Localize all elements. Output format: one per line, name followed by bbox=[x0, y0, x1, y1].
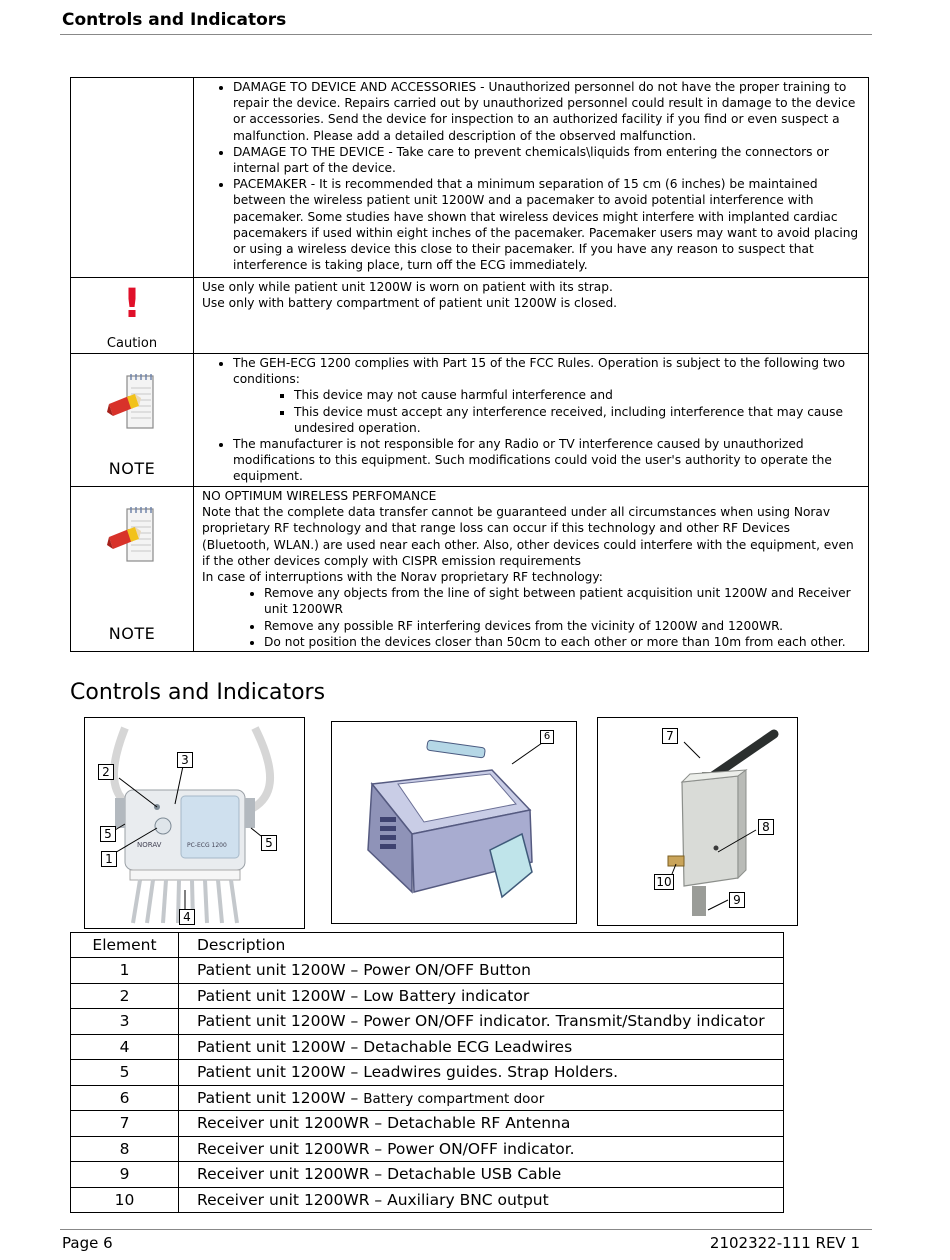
callout-8: 8 bbox=[758, 819, 774, 835]
table-row: 7 Receiver unit 1200WR – Detachable RF Antenna bbox=[71, 1111, 784, 1137]
callout-7: 7 bbox=[662, 728, 678, 744]
warnings-row-note-wireless bbox=[71, 487, 869, 652]
callout-6: 6 bbox=[540, 730, 554, 744]
table-row: 10 Receiver unit 1200WR – Auxiliary BNC output bbox=[71, 1187, 784, 1213]
table-row: 5 Patient unit 1200W – Leadwires guides. Strap Holders. bbox=[71, 1060, 784, 1086]
empty-icon-cell bbox=[71, 78, 194, 278]
table-row: 9 Receiver unit 1200WR – Detachable USB Cable bbox=[71, 1162, 784, 1188]
figure-patient-unit bbox=[84, 717, 305, 929]
list-item: • DAMAGE TO THE DEVICE - Take care to prevent chemicals\liquids from entering the connectors or internal part of the device. bbox=[233, 144, 860, 176]
note-icon-cell bbox=[71, 487, 194, 652]
list-item: ▪ This device must accept any interference received, including interference that may cause undesired operation. bbox=[294, 404, 860, 436]
figure-receiver bbox=[597, 717, 798, 926]
callout-3: 3 bbox=[177, 752, 193, 768]
note-label: NOTE bbox=[108, 459, 156, 478]
table-row: 2 Patient unit 1200W – Low Battery indicator bbox=[71, 983, 784, 1009]
list-item: • Remove any objects from the line of sight between patient acquisition unit 1200W and Receiver unit 1200WR bbox=[264, 585, 860, 617]
note-intro: In case of interruptions with the Norav proprietary RF technology: bbox=[202, 570, 603, 585]
page-header bbox=[60, 8, 872, 35]
table-row: 3 Patient unit 1200W – Power ON/OFF indicator. Transmit/Standby indicator bbox=[71, 1009, 784, 1035]
list-item: • The GEH-ECG 1200 complies with Part 15 of the FCC Rules. Operation is subject to the following two conditions: ▪ This device may not cause harmful interference and ▪ This device must accept any interference received, including interference that may cause undesired operation. bbox=[233, 355, 860, 436]
column-header-description: Description bbox=[179, 933, 784, 958]
document-id: 2102322-111 REV 1 bbox=[709, 1234, 860, 1252]
table-header-row bbox=[71, 933, 784, 958]
warnings-table bbox=[70, 77, 869, 652]
list-item: • DAMAGE TO DEVICE AND ACCESSORIES - Unauthorized personnel do not have the proper training to repair the device. Repairs carried out by unauthorized personnel could result in damage to the device or accessories. Send the device for inspection to an authorized facility if you find or even suspect a malfunction. Please add a detailed description of the observed malfunction. bbox=[233, 79, 860, 144]
page-header-title: Controls and Indicators bbox=[62, 10, 287, 30]
device-brand-label: NORAV bbox=[137, 841, 162, 849]
callout-10: 10 bbox=[654, 874, 674, 890]
page-number: Page 6 bbox=[62, 1234, 113, 1252]
note-label: NOTE bbox=[108, 624, 156, 643]
callout-5-left: 5 bbox=[100, 826, 116, 842]
table-row: 1 Patient unit 1200W – Power ON/OFF Button bbox=[71, 958, 784, 984]
callout-4: 4 bbox=[179, 909, 195, 925]
callout-5-right: 5 bbox=[261, 835, 277, 851]
patient-unit-illustration bbox=[85, 718, 304, 928]
callout-9: 9 bbox=[729, 892, 745, 908]
list-item: • Do not position the devices closer than 50cm to each other or more than 10m from each other. bbox=[264, 634, 860, 650]
device-model-label: PC-ECG 1200 bbox=[187, 842, 227, 849]
caution-label: Caution bbox=[106, 336, 158, 351]
note-fcc-text-cell bbox=[194, 354, 869, 487]
exclamation-icon: ! bbox=[122, 281, 142, 327]
note-title: NO OPTIMUM WIRELESS PERFOMANCE bbox=[202, 489, 437, 503]
caution-line: Use only with battery compartment of patient unit 1200W is closed. bbox=[202, 296, 618, 311]
caution-line: Use only while patient unit 1200W is worn on patient with its strap. bbox=[202, 280, 613, 294]
caution-text-cell bbox=[194, 278, 869, 354]
note-pencil-icon bbox=[107, 505, 159, 569]
warnings-row-note-fcc bbox=[71, 354, 869, 487]
section-title: Controls and Indicators bbox=[70, 680, 326, 705]
callout-1: 1 bbox=[101, 851, 117, 867]
caution-icon-cell bbox=[71, 278, 194, 354]
table-row: 8 Receiver unit 1200WR – Power ON/OFF indicator. bbox=[71, 1136, 784, 1162]
note-icon-cell bbox=[71, 354, 194, 487]
callout-2: 2 bbox=[98, 764, 114, 780]
list-item: • Remove any possible RF interfering devices from the vicinity of 1200W and 1200WR. bbox=[264, 618, 860, 634]
page-footer bbox=[60, 1229, 872, 1258]
warnings-row-damage bbox=[71, 78, 869, 278]
column-header-element: Element bbox=[71, 933, 179, 958]
list-item: • The manufacturer is not responsible for any Radio or TV interference caused by unauthorized modifications to this equipment. Such modifications could void the user's authority to operate the equipment. bbox=[233, 436, 860, 485]
warnings-text-cell bbox=[194, 78, 869, 278]
note-paragraph: Note that the complete data transfer cannot be guaranteed under all circumstances when using Norav proprietary RF technology and that range loss can occur if this technology and other RF Devices (Bluetooth, WLAN.) are used near each other. Also, other devices could interfere with the equipment, even if the other devices comply with CISPR emission requirements bbox=[202, 505, 854, 568]
battery-door-illustration bbox=[332, 722, 576, 923]
warnings-row-caution bbox=[71, 278, 869, 354]
list-item: ▪ This device may not cause harmful interference and bbox=[294, 387, 860, 403]
table-row: 6 Patient unit 1200W – Battery compartment door bbox=[71, 1085, 784, 1111]
figure-battery-door bbox=[331, 721, 577, 924]
list-item: • PACEMAKER - It is recommended that a minimum separation of 15 cm (6 inches) be maintained between the wireless patient unit 1200W and a pacemaker to avoid potential interference with pacemaker. Some studies have shown that wireless devices might interfere with implanted cardiac pacemakers if used within eight inches of the pacemaker. Pacemaker users may want to avoid placing or using a wireless device this close to their pacemaker. If you have any reason to suspect that interference is taking place, turn off the ECG immediately. bbox=[233, 176, 860, 273]
note-wireless-text-cell bbox=[194, 487, 869, 652]
table-row: 4 Patient unit 1200W – Detachable ECG Leadwires bbox=[71, 1034, 784, 1060]
note-pencil-icon bbox=[107, 372, 159, 436]
elements-table bbox=[70, 932, 784, 1213]
